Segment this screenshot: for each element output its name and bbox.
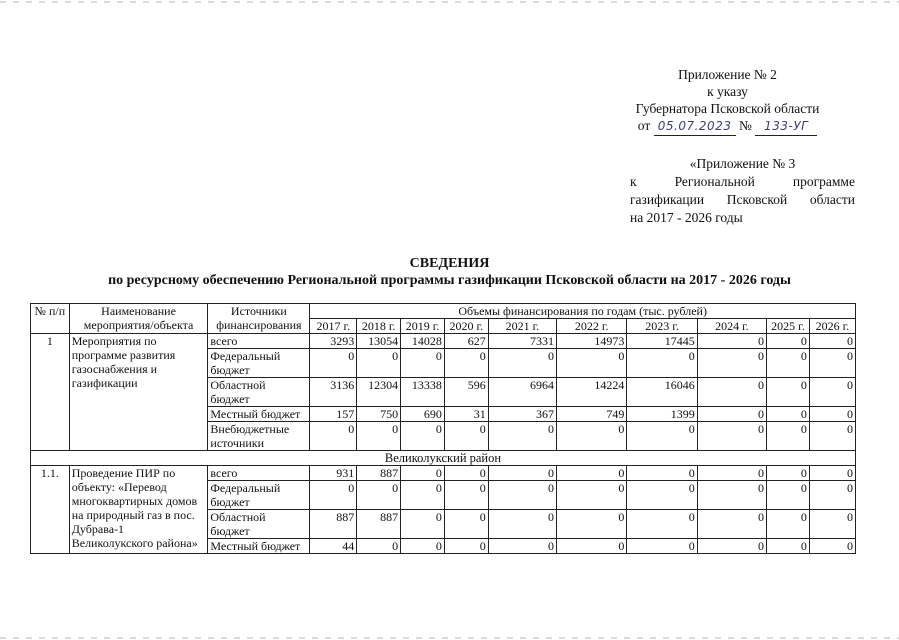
appendix-3-word: области [809, 192, 855, 207]
funding-value: 0 [310, 349, 357, 378]
funding-value: 0 [310, 422, 357, 451]
funding-value: 13338 [401, 378, 445, 407]
decree-date [654, 117, 736, 136]
funding-value: 0 [401, 510, 445, 539]
funding-value: 0 [401, 481, 445, 510]
funding-value: 0 [310, 481, 357, 510]
scan-edge-top [0, 1, 899, 3]
funding-value: 690 [401, 407, 445, 422]
funding-value: 0 [627, 349, 697, 378]
funding-value: 0 [627, 466, 697, 481]
header-number: № п/п [31, 304, 70, 334]
funding-value: 16046 [627, 378, 697, 407]
funding-value: 0 [488, 422, 556, 451]
from-label: от [637, 118, 651, 133]
document-heading [0, 255, 899, 289]
funding-value: 0 [557, 466, 627, 481]
funding-value: 0 [357, 349, 401, 378]
decree-number-handwritten: 133-УГ [764, 119, 809, 133]
funding-value: 0 [697, 539, 766, 554]
funding-value: 0 [767, 378, 810, 407]
header-year: 2025 г. [767, 319, 810, 334]
funding-value: 0 [401, 349, 445, 378]
funding-value: 0 [809, 466, 855, 481]
funding-value: 749 [557, 407, 627, 422]
funding-value: 0 [767, 407, 810, 422]
funding-value: 0 [809, 349, 855, 378]
funding-value: 14224 [557, 378, 627, 407]
funding-value: 0 [697, 334, 766, 349]
funding-value: 0 [357, 539, 401, 554]
appendix-2-block [600, 66, 855, 136]
funding-value: 0 [809, 378, 855, 407]
header-year: 2020 г. [444, 319, 488, 334]
document-title: СВЕДЕНИЯ [409, 256, 490, 271]
funding-value: 367 [488, 407, 556, 422]
funding-value: 0 [444, 481, 488, 510]
funding-value: 0 [444, 349, 488, 378]
appendix-3-word: Региональной [674, 174, 755, 189]
header-year: 2017 г. [310, 319, 357, 334]
funding-value: 0 [488, 466, 556, 481]
appendix-3-word: газификации [630, 192, 705, 207]
table-header-row [31, 304, 856, 319]
funding-value: 887 [357, 510, 401, 539]
funding-value: 0 [809, 334, 855, 349]
funding-source: всего [208, 466, 310, 481]
header-volumes: Объемы финансирования по годам (тыс. рублей) [310, 304, 856, 319]
appendix-3-word: к [630, 174, 637, 189]
funding-source: Местный бюджет [208, 407, 310, 422]
funding-source: Областной бюджет [208, 378, 310, 407]
region-row [31, 451, 856, 466]
funding-value: 0 [767, 510, 810, 539]
funding-value: 931 [310, 466, 357, 481]
funding-value: 0 [809, 510, 855, 539]
funding-value: 0 [401, 422, 445, 451]
header-year: 2023 г. [627, 319, 697, 334]
appendix-2-governor: Губернатора Псковской области [635, 101, 820, 116]
funding-value: 14028 [401, 334, 445, 349]
header-year: 2022 г. [557, 319, 627, 334]
row-number: 1.1. [31, 466, 70, 554]
funding-value: 0 [627, 422, 697, 451]
funding-source: Внебюджетные источники [208, 422, 310, 451]
activity-name: Мероприятия по программе развития газоснабжения и газификации [69, 334, 208, 451]
decree-date-handwritten: 05.07.2023 [657, 119, 732, 133]
funding-source: всего [208, 334, 310, 349]
appendix-3-title: «Приложение № 3 [689, 156, 796, 171]
table-row [31, 466, 856, 481]
funding-value: 0 [767, 539, 810, 554]
funding-value: 0 [488, 510, 556, 539]
appendix-2-title: Приложение № 2 [678, 67, 777, 82]
appendix-3-line-2 [630, 173, 855, 191]
region-name: Великолукский район [31, 451, 856, 466]
header-year: 2019 г. [401, 319, 445, 334]
funding-value: 0 [809, 539, 855, 554]
funding-value: 7331 [488, 334, 556, 349]
appendix-3-word: Псковской [726, 192, 788, 207]
funding-value: 0 [357, 422, 401, 451]
funding-source: Областной бюджет [208, 510, 310, 539]
funding-value: 0 [697, 378, 766, 407]
funding-value: 0 [809, 407, 855, 422]
funding-value: 0 [557, 510, 627, 539]
funding-source: Местный бюджет [208, 539, 310, 554]
funding-value: 627 [444, 334, 488, 349]
funding-source: Федеральный бюджет [208, 349, 310, 378]
document-subtitle: по ресурсному обеспечению Региональной программы газификации Псковской области на 2017 - 2026 годы [108, 273, 791, 288]
funding-value: 0 [444, 422, 488, 451]
funding-value: 1399 [627, 407, 697, 422]
funding-value: 0 [697, 481, 766, 510]
funding-value: 0 [697, 466, 766, 481]
appendix-3-years: на 2017 - 2026 годы [630, 210, 743, 225]
funding-value: 0 [697, 407, 766, 422]
funding-value: 0 [767, 349, 810, 378]
funding-value: 12304 [357, 378, 401, 407]
funding-value: 750 [357, 407, 401, 422]
appendix-3-word: программе [792, 174, 855, 189]
funding-value: 13054 [357, 334, 401, 349]
funding-value: 0 [557, 539, 627, 554]
appendix-3-line-3 [630, 191, 855, 209]
funding-value: 0 [557, 481, 627, 510]
funding-value: 17445 [627, 334, 697, 349]
financing-table [30, 303, 856, 554]
funding-value: 0 [357, 481, 401, 510]
funding-value: 0 [697, 422, 766, 451]
funding-value: 6964 [488, 378, 556, 407]
funding-value: 0 [697, 349, 766, 378]
funding-value: 0 [488, 349, 556, 378]
funding-value: 0 [767, 422, 810, 451]
scan-edge-bottom [0, 637, 899, 639]
funding-value: 0 [557, 349, 627, 378]
funding-value: 0 [809, 422, 855, 451]
funding-value: 0 [697, 510, 766, 539]
funding-value: 0 [767, 481, 810, 510]
funding-value: 0 [767, 334, 810, 349]
funding-value: 887 [310, 510, 357, 539]
table-row [31, 334, 856, 349]
table-body [31, 334, 856, 554]
funding-value: 3293 [310, 334, 357, 349]
header-year: 2021 г. [488, 319, 556, 334]
funding-value: 3136 [310, 378, 357, 407]
row-number: 1 [31, 334, 70, 451]
funding-value: 0 [809, 481, 855, 510]
funding-value: 0 [627, 510, 697, 539]
funding-value: 887 [357, 466, 401, 481]
funding-value: 0 [557, 422, 627, 451]
appendix-2-date-line [600, 117, 855, 136]
number-label: № [738, 118, 752, 133]
header-year: 2018 г. [357, 319, 401, 334]
funding-value: 0 [444, 539, 488, 554]
appendix-2-decree: к указу [707, 84, 748, 99]
appendix-3-block [630, 155, 855, 227]
funding-value: 0 [444, 466, 488, 481]
funding-value: 0 [401, 466, 445, 481]
header-name: Наименование мероприятия/объекта [69, 304, 208, 334]
decree-number [755, 117, 817, 136]
funding-value: 44 [310, 539, 357, 554]
funding-value: 14973 [557, 334, 627, 349]
header-source: Источники финансирования [208, 304, 310, 334]
header-year: 2026 г. [809, 319, 855, 334]
funding-value: 31 [444, 407, 488, 422]
funding-value: 596 [444, 378, 488, 407]
funding-value: 0 [488, 481, 556, 510]
funding-source: Федеральный бюджет [208, 481, 310, 510]
funding-value: 0 [627, 539, 697, 554]
funding-value: 0 [488, 539, 556, 554]
funding-value: 0 [401, 539, 445, 554]
funding-value: 0 [444, 510, 488, 539]
activity-name: Проведение ПИР по объекту: «Перевод многоквартирных домов на природный газ в пос. Дубрава-1 Великолукского района» [69, 466, 208, 554]
funding-value: 0 [627, 481, 697, 510]
header-year: 2024 г. [697, 319, 766, 334]
funding-value: 157 [310, 407, 357, 422]
funding-value: 0 [767, 466, 810, 481]
